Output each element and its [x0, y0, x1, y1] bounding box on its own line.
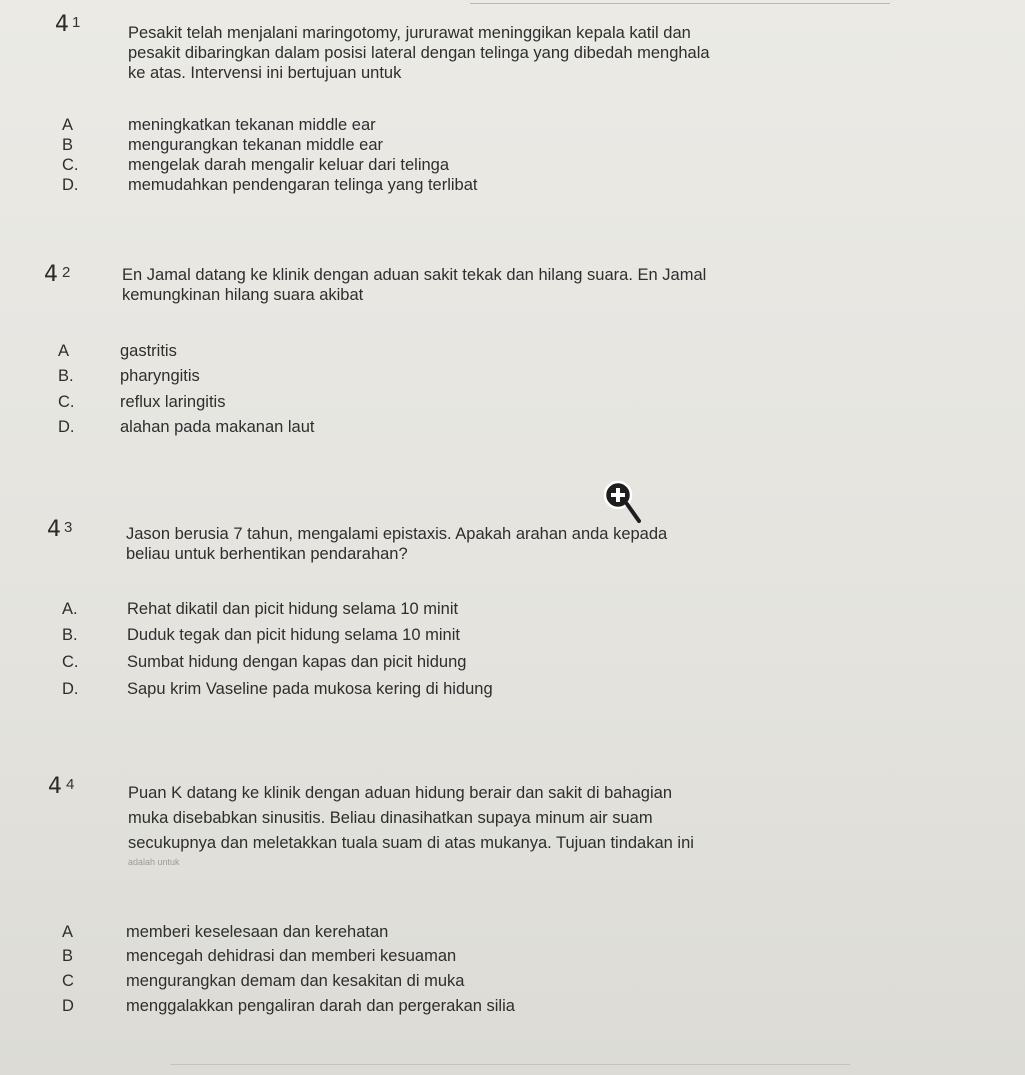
- option-text: memberi keselesaan dan kerehatan: [126, 923, 389, 941]
- question-number-printed: 1: [72, 14, 81, 31]
- option-letter: D.: [58, 418, 75, 436]
- option-text: alahan pada makanan laut: [120, 418, 315, 436]
- option-c: [62, 652, 466, 672]
- option-letter: C: [62, 972, 74, 990]
- option-letter: D.: [62, 176, 79, 194]
- option-letter: B.: [62, 626, 78, 644]
- option-text: mengurangkan tekanan middle ear: [128, 136, 384, 154]
- option-text: memudahkan pendengaran telinga yang terlibat: [128, 176, 478, 194]
- option-b: [62, 625, 460, 645]
- option-letter: A: [62, 923, 74, 941]
- stem-line: ke atas. Intervensi ini bertujuan untuk: [128, 64, 402, 82]
- top-divider: [470, 3, 890, 4]
- option-b: [62, 135, 383, 155]
- option-d: [62, 679, 493, 699]
- option-a: [62, 115, 376, 135]
- option-letter: C.: [58, 393, 75, 411]
- option-letter: C.: [62, 156, 79, 174]
- option-letter: D.: [62, 680, 79, 698]
- option-text: meningkatkan tekanan middle ear: [128, 116, 376, 134]
- question-number-printed: 4: [66, 776, 75, 793]
- option-b: [62, 946, 456, 966]
- question-stem: [128, 781, 1008, 868]
- option-text: mengurangkan demam dan kesakitan di muka: [126, 972, 465, 990]
- question-number-handwritten: 4: [55, 12, 69, 37]
- stem-line: adalah untuk: [128, 857, 180, 867]
- option-c: [62, 155, 449, 175]
- option-letter: B.: [58, 367, 74, 385]
- option-letter: A: [62, 116, 74, 134]
- option-text: gastritis: [120, 342, 177, 360]
- option-text: Rehat dikatil dan picit hidung selama 10 minit: [127, 600, 459, 618]
- option-text: menggalakkan pengaliran darah dan pergerakan silia: [126, 997, 515, 1015]
- option-d: [62, 996, 515, 1016]
- question-number-printed: 2: [62, 264, 71, 281]
- stem-line: pesakit dibaringkan dalam posisi lateral dengan telinga yang dibedah menghala: [128, 44, 710, 62]
- option-letter: C.: [62, 653, 79, 671]
- question-number-handwritten: 4: [47, 517, 61, 542]
- option-text: Sumbat hidung dengan kapas dan picit hidung: [127, 653, 467, 671]
- option-letter: A: [58, 342, 70, 360]
- stem-line: muka disebabkan sinusitis. Beliau dinasihatkan supaya minum air suam: [128, 809, 653, 827]
- question-stem: [128, 23, 998, 83]
- option-c: [58, 392, 225, 412]
- stem-line: kemungkinan hilang suara akibat: [122, 286, 364, 304]
- option-d: [62, 175, 478, 195]
- stem-line: secukupnya dan meletakkan tuala suam di atas mukanya. Tujuan tindakan ini: [128, 834, 694, 852]
- zoom-in-cursor-icon: [601, 479, 641, 525]
- option-a: [62, 599, 458, 619]
- bottom-divider: [170, 1064, 850, 1065]
- stem-line: Pesakit telah menjalani maringotomy, jururawat meninggikan kepala katil dan: [128, 24, 691, 42]
- option-text: pharyngitis: [120, 367, 200, 385]
- question-stem: [122, 265, 1002, 305]
- option-c: [62, 971, 464, 991]
- option-text: Sapu krim Vaseline pada mukosa kering di hidung: [127, 680, 493, 698]
- option-text: mencegah dehidrasi dan memberi kesuaman: [126, 947, 457, 965]
- question-number-handwritten: 4: [48, 774, 62, 799]
- stem-line: En Jamal datang ke klinik dengan aduan sakit tekak dan hilang suara. En Jamal: [122, 266, 707, 284]
- question-number-handwritten: 4: [44, 262, 58, 287]
- option-letter: A.: [62, 600, 78, 618]
- stem-line: Puan K datang ke klinik dengan aduan hidung berair dan sakit di bahagian: [128, 784, 672, 802]
- option-text: mengelak darah mengalir keluar dari telinga: [128, 156, 450, 174]
- option-letter: B: [62, 947, 74, 965]
- option-text: reflux laringitis: [120, 393, 226, 411]
- question-number-printed: 3: [64, 519, 73, 536]
- option-letter: D: [62, 997, 74, 1015]
- stem-line: Jason berusia 7 tahun, mengalami epistaxis. Apakah arahan anda kepada: [126, 525, 668, 543]
- stem-line: beliau untuk berhentikan pendarahan?: [126, 545, 408, 563]
- question-stem: [126, 524, 1006, 564]
- option-a: [62, 922, 388, 942]
- option-a: [58, 341, 177, 361]
- option-b: [58, 366, 200, 386]
- option-d: [58, 417, 315, 437]
- option-text: Duduk tegak dan picit hidung selama 10 minit: [127, 626, 460, 644]
- option-letter: B: [62, 136, 74, 154]
